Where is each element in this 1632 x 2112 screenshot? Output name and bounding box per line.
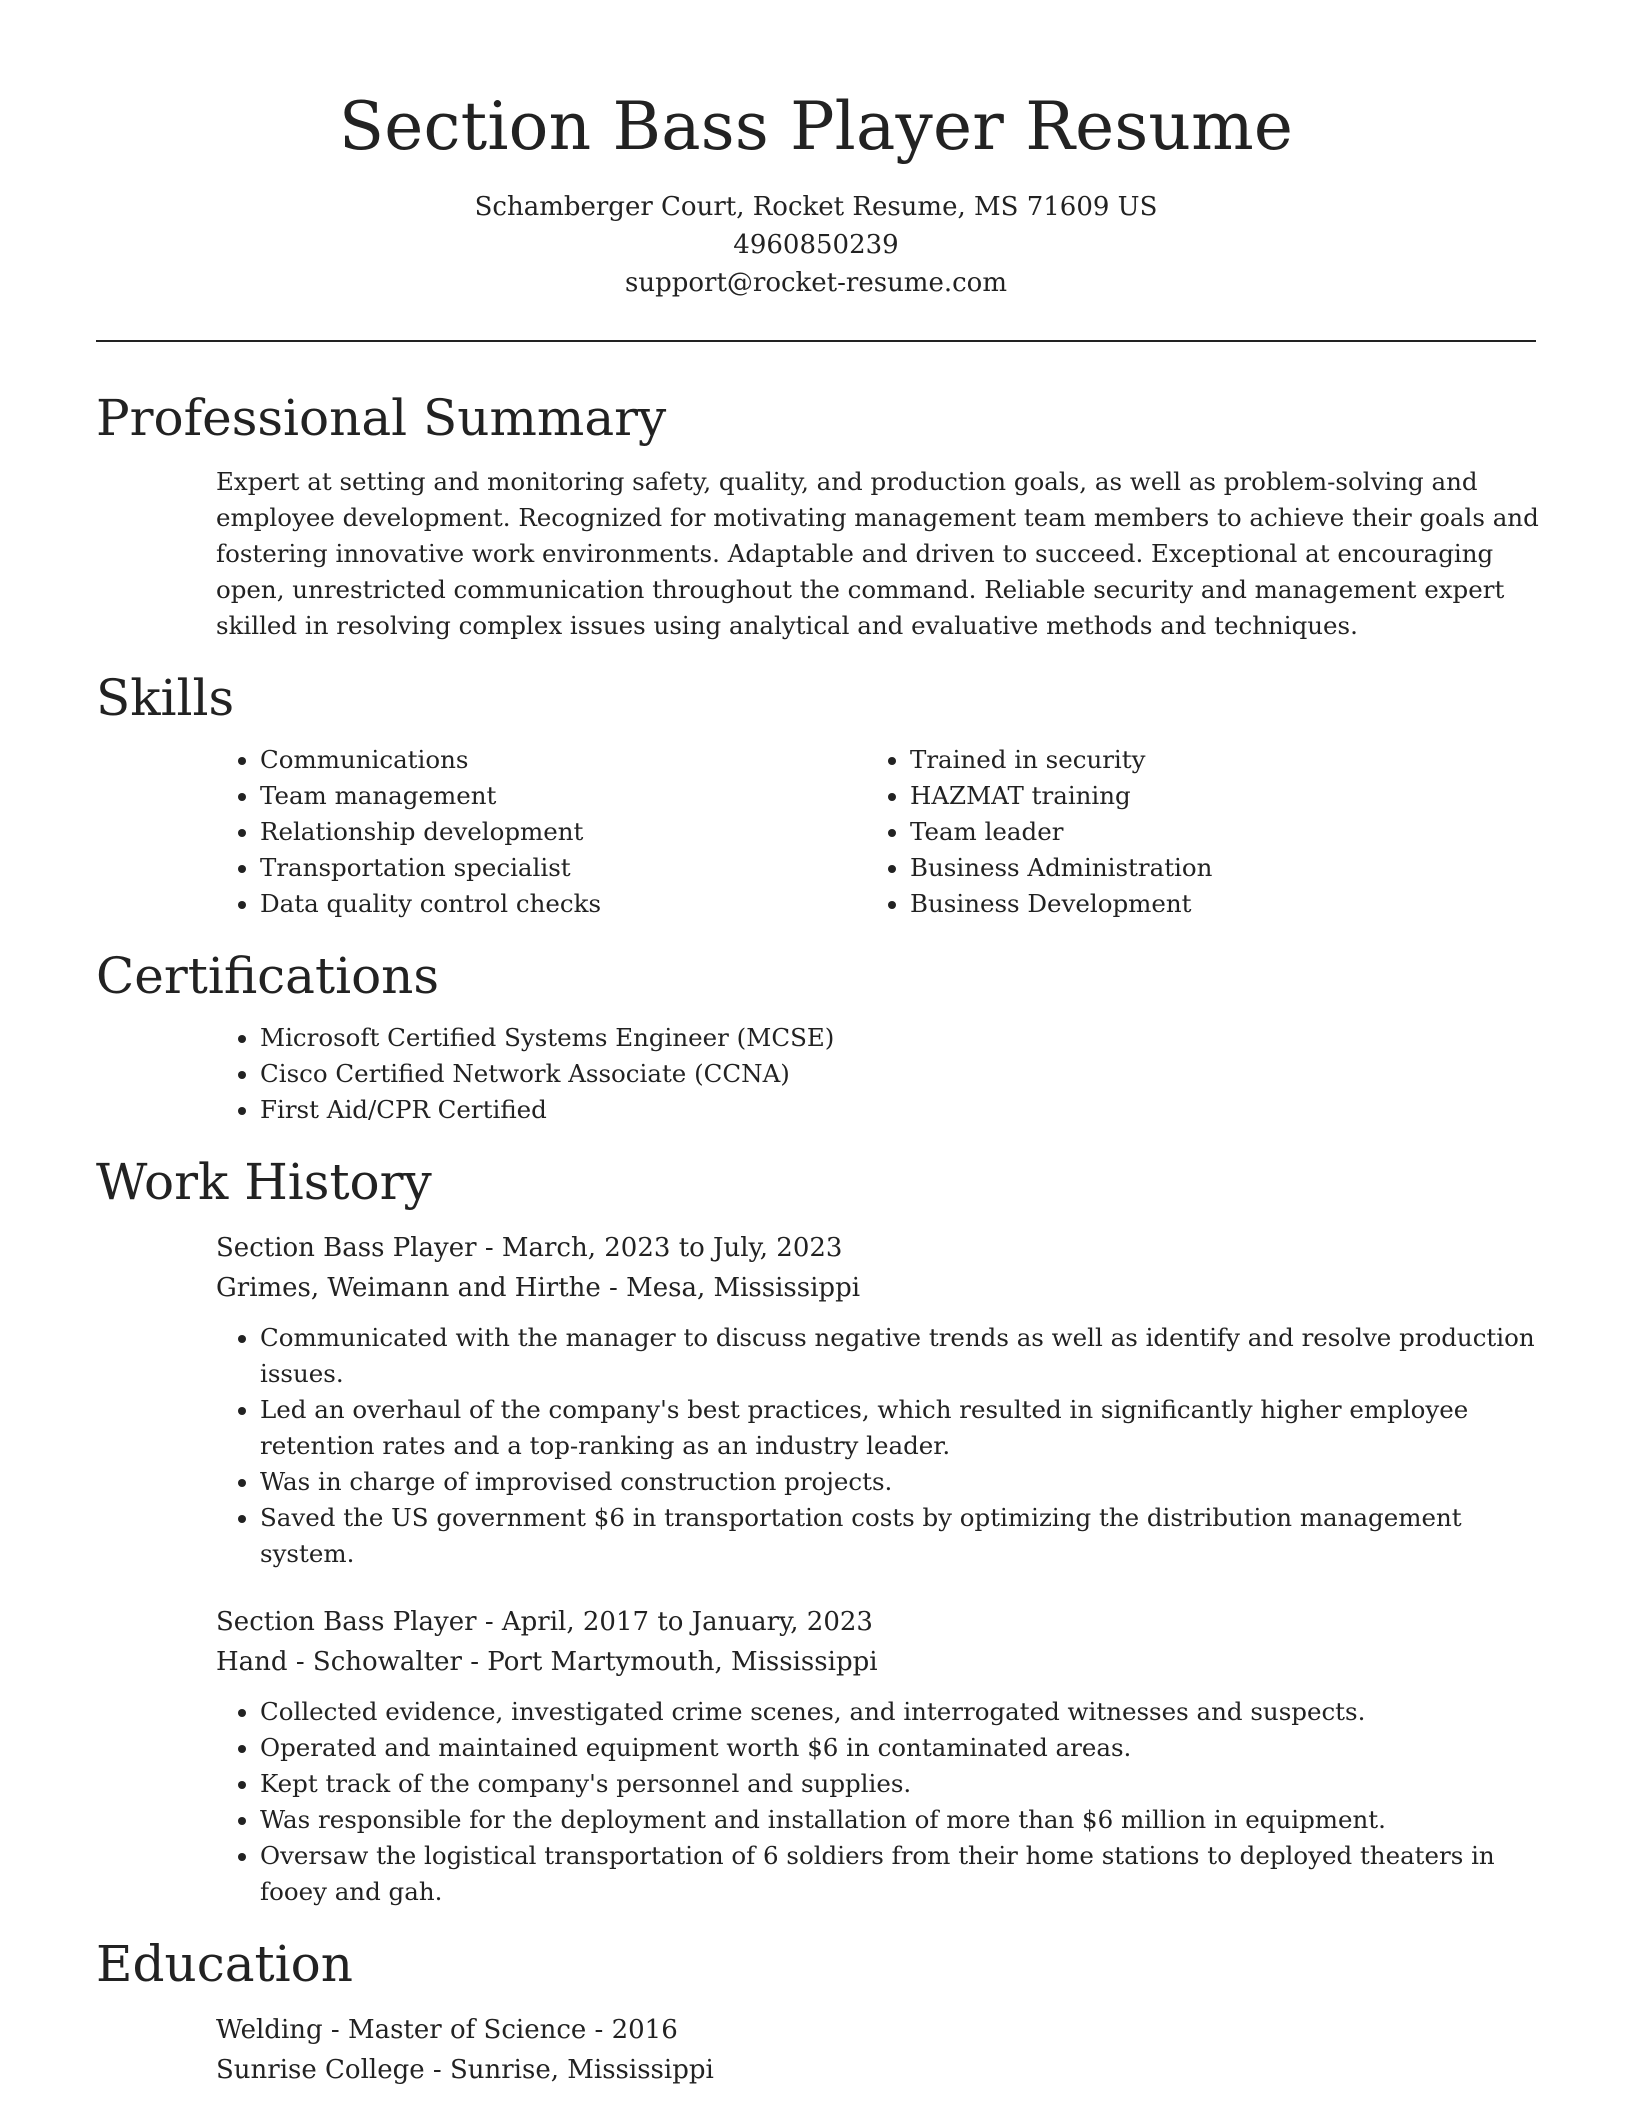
- certification-item: • Microsoft Certified Systems Engineer (MCSE): [260, 1020, 1536, 1056]
- job-bullet: • Communicated with the manager to discuss negative trends as well as identify and resolve production issues.: [260, 1320, 1540, 1392]
- skills-section: [96, 666, 1536, 922]
- job-bullet: • Operated and maintained equipment worth $6 in contaminated areas.: [260, 1730, 1540, 1766]
- job-bullets: [216, 1320, 1540, 1572]
- skill-item: • Team leader: [910, 814, 1212, 850]
- education-heading: Education: [96, 1935, 353, 1993]
- job-entry: [216, 1602, 1536, 1910]
- summary-text: Expert at setting and monitoring safety, quality, and production goals, as well as problem-solving and employee development. Recognized for motivating management team members to achieve their goals and fostering innovative work environments. Adaptable and driven to succeed. Exceptional at encouraging open, unrestricted communication throughout the command. Reliable security and management expert skilled in resolving complex issues using analytical and evaluative methods and techniques.: [216, 467, 1539, 640]
- education-school-line: Sunrise College - Sunrise, Mississippi: [216, 2055, 714, 2085]
- skills-grid: [96, 742, 1536, 922]
- job-bullet: • Collected evidence, investigated crime scenes, and interrogated witnesses and suspects.: [260, 1694, 1540, 1730]
- job-title-line: Section Bass Player - March, 2023 to July, 2023: [216, 1233, 843, 1263]
- certification-item: • Cisco Certified Network Associate (CCNA): [260, 1056, 1536, 1092]
- contact-address: Schamberger Court, Rocket Resume, MS 71609 US: [474, 192, 1158, 222]
- contact-block: [96, 188, 1536, 302]
- skill-item: • Trained in security: [910, 742, 1212, 778]
- certifications-heading: Certifications: [96, 947, 440, 1005]
- skills-list-col1: [96, 742, 746, 922]
- contact-email: support@rocket-resume.com: [624, 268, 1007, 298]
- skills-heading: Skills: [96, 669, 235, 727]
- education-entry: [216, 2010, 1536, 2090]
- job-entry: [216, 1228, 1536, 1572]
- header-divider: [96, 340, 1536, 342]
- skill-item: • Business Administration: [910, 850, 1212, 886]
- job-bullet: • Led an overhaul of the company's best practices, which resulted in significantly higher employee retention rates and a top-ranking as an industry leader.: [260, 1392, 1540, 1464]
- skill-item: • Communications: [260, 742, 746, 778]
- resume-page: [96, 0, 1539, 2090]
- skill-item: • Business Development: [910, 886, 1212, 922]
- work-history-heading: Work History: [96, 1153, 432, 1211]
- job-company-line: Grimes, Weimann and Hirthe - Mesa, Mississippi: [216, 1273, 861, 1303]
- job-company-line: Hand - Schowalter - Port Martymouth, Mississippi: [216, 1647, 878, 1677]
- certification-item: • First Aid/CPR Certified: [260, 1092, 1536, 1128]
- education-section: [96, 1932, 1536, 2090]
- skill-item: • Transportation specialist: [260, 850, 746, 886]
- contact-phone: 4960850239: [733, 230, 899, 260]
- summary-heading: Professional Summary: [96, 389, 667, 447]
- skill-item: • Data quality control checks: [260, 886, 746, 922]
- work-history-section: [96, 1150, 1536, 1910]
- job-bullet: • Was responsible for the deployment and installation of more than $6 million in equipment.: [260, 1802, 1540, 1838]
- education-degree-line: Welding - Master of Science - 2016: [216, 2015, 678, 2045]
- certifications-list: [96, 1020, 1536, 1128]
- resume-title: Section Bass Player Resume: [338, 88, 1294, 165]
- job-bullet: • Saved the US government $6 in transportation costs by optimizing the distribution management system.: [260, 1500, 1540, 1572]
- job-bullet: • Kept track of the company's personnel and supplies.: [260, 1766, 1540, 1802]
- summary-section: [96, 386, 1539, 644]
- skills-list-col2: [746, 742, 1212, 922]
- job-bullet: • Was in charge of improvised construction projects.: [260, 1464, 1540, 1500]
- job-bullets: [216, 1694, 1540, 1910]
- skill-item: • Team management: [260, 778, 746, 814]
- job-title-line: Section Bass Player - April, 2017 to January, 2023: [216, 1607, 873, 1637]
- skill-item: • Relationship development: [260, 814, 746, 850]
- certifications-section: [96, 944, 1536, 1128]
- job-bullet: • Oversaw the logistical transportation of 6 soldiers from their home stations to deployed theaters in fooey and gah.: [260, 1838, 1540, 1910]
- skill-item: • HAZMAT training: [910, 778, 1212, 814]
